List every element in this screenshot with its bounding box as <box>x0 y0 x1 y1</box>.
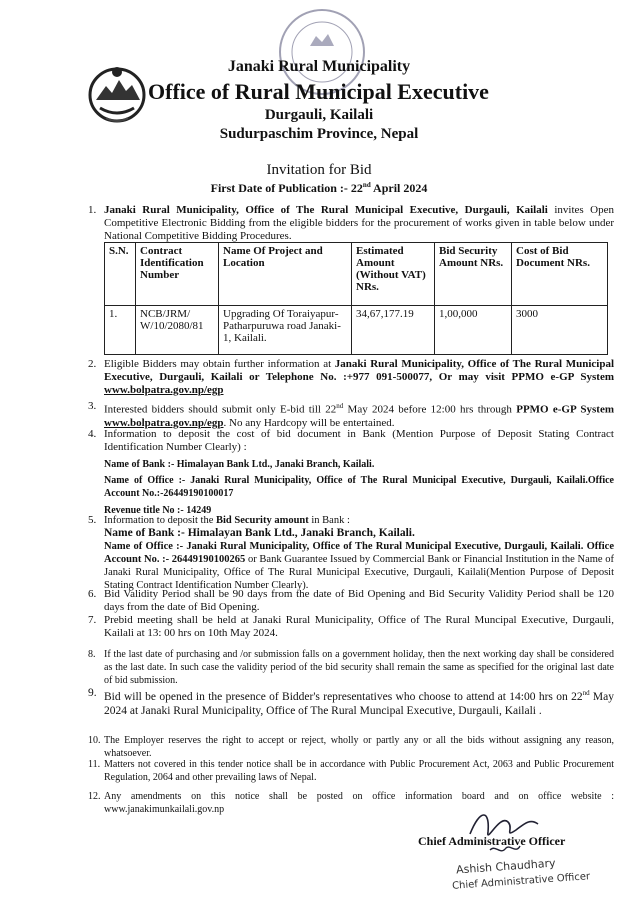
table-header-row <box>105 243 608 306</box>
table-cell: Upgrading Of Toraiyapur-Patharpuruwa road Janaki-1, Kailali. <box>219 306 352 355</box>
table-cell: 3000 <box>512 306 608 355</box>
office-address: Durgauli, Kailali <box>264 107 374 123</box>
egp-link[interactable]: www.bolpatra.gov.np/egp <box>104 416 224 429</box>
table-header: S.N. <box>105 243 136 306</box>
table-header: Contract Identification Number <box>136 243 219 306</box>
signatory-name: Ashish Chaudhary <box>455 856 556 877</box>
table-cell: 34,67,177.19 <box>352 306 435 355</box>
table-header: Name Of Project and Location <box>219 243 352 306</box>
egp-link[interactable]: www.bolpatra.gov.np/egp <box>104 384 224 396</box>
signatory-title: Chief Administrative Officer <box>418 834 566 848</box>
table-row <box>105 306 608 355</box>
signatory-stamp-title: Chief Administrative Officer <box>451 871 591 892</box>
notice-title: Invitation for Bid <box>266 162 372 178</box>
bid-table <box>104 242 608 355</box>
municipality-name: Janaki Rural Municipality <box>227 58 411 75</box>
table-header: Bid Security Amount NRs. <box>435 243 512 306</box>
publication-date: First Date of Publication :- 22nd April 2024 <box>210 181 428 195</box>
office-province: Sudurpaschim Province, Nepal <box>219 126 419 142</box>
table-cell: 1. <box>105 306 136 355</box>
office-name: Office of Rural Municipal Executive <box>148 79 489 104</box>
notice-page: Janaki Rural Municipality Office of Rural Municipal Executive Durgauli, Kailali Sudurpaschim Province, Nepal Invitation for Bid First Date of Publication :- 22nd April 2024 1. Janaki Rural Municipality, Office of The Rural Municipal Executive, Durgauli, Kailali invites Open Competitive Electronic Bidding from the eligible bidders for the procurement of works given in table below under National Competitive Bidding Procedures. S.N. Contract Identification Number Name Of Project and Location Estimated Amount (Without VAT) NRs. Bid Security Amount NRs. Cost of Bid Document NRs. 1. NCB/JRM/ W/10/2080/81 Upgrading Of Toraiyapur-Patharpuruwa road Janaki-1, Kailali. 34,67,177.19 1,00,000 3000 2. Eligible Bidders may obtain further information at Janaki Rural Municipality, Office of The Rural Municipal Executive, Durgauli, Kailali or Telephone No. :+977 091-500077, Or may visit PPMO e-GP System www.bolpatra.gov.np/egp 3. Interested bidders should submit only E-bid till 22nd May 2024 before 12:00 hrs through PPMO e-GP System www.bolpatra.gov.np/egp. No any Hardcopy will be entertained. 4. Information to deposit the cost of bid document in Bank (Mention Purpose of Deposit Stating Contract Identification Number Clearly) : Name of Bank :- Himalayan Bank Ltd., Janaki Branch, Kailali. Name of Office :- Janaki Rural Municipality, Office of The Rural Municipal Executive, Durgauli, Kailali.Office Account No.:-26449190100017 Revenue title No :- 14249 5. Information to deposit the Bid Security amount in Bank : Name of Bank :- Himalayan Bank Ltd., Janaki Branch, Kailali. Name of Office :- Janaki Rural Municipality, Office of The Rural Municipal Executive, Durgauli, Kailali. Office Account No. :- 26449190100265 or Bank Guarantee Issued by Commercial Bank or Financial Institution in the Name of Janaki Rural Municipality, Office of The Rural Municipal Executive, Durgauli, Kailali(Mention Purpose of Deposit Stating Contract Identification Number Clearly). 6. Bid Validity Period shall be 90 days from the date of Bid Opening and Bid Security Validity Period shall be 120 days from the date of Bid Opening. 7. Prebid meeting shall be held at Janaki Rural Municipality, Office of The Rural Muncipal Executive, Durgauli, Kailali at 13: 00 hrs on 10th May 2024. 8. If the last date of purchasing and /or submission falls on a government holiday, then the next working day shall be considered as the last date. In such case the validity period of the bid security shall remain the same as specified for the original last date of bid submission. 9. Bid will be opened in the presence of Bidder's representatives who choose to attend at 14:00 hrs on 22nd May 2024 at Janaki Rural Municipality, Office of The Rural Muncipal Executive, Durgauli, Kailali . 10. The Employer reserves the right to accept or reject, wholly or partly any or all the bids without assigning any reason, whatsoever. 11. Matters not covered in this tender notice shall be in accordance with Public Procurement Act, 2063 and Public Procurement Regulation, 2064 and other prevailing laws of Nepal. 12. Any amendments on this notice shall be posted on office information board and on office website : www.janakimunkailali.gov.np Chief Administrative Officer Ashish Chaudhary Chief Administrative Officer <box>0 0 638 910</box>
table-cell: 1,00,000 <box>435 306 512 355</box>
table-cell: NCB/JRM/ W/10/2080/81 <box>136 306 219 355</box>
table-header: Estimated Amount (Without VAT) NRs. <box>352 243 435 306</box>
table-header: Cost of Bid Document NRs. <box>512 243 608 306</box>
